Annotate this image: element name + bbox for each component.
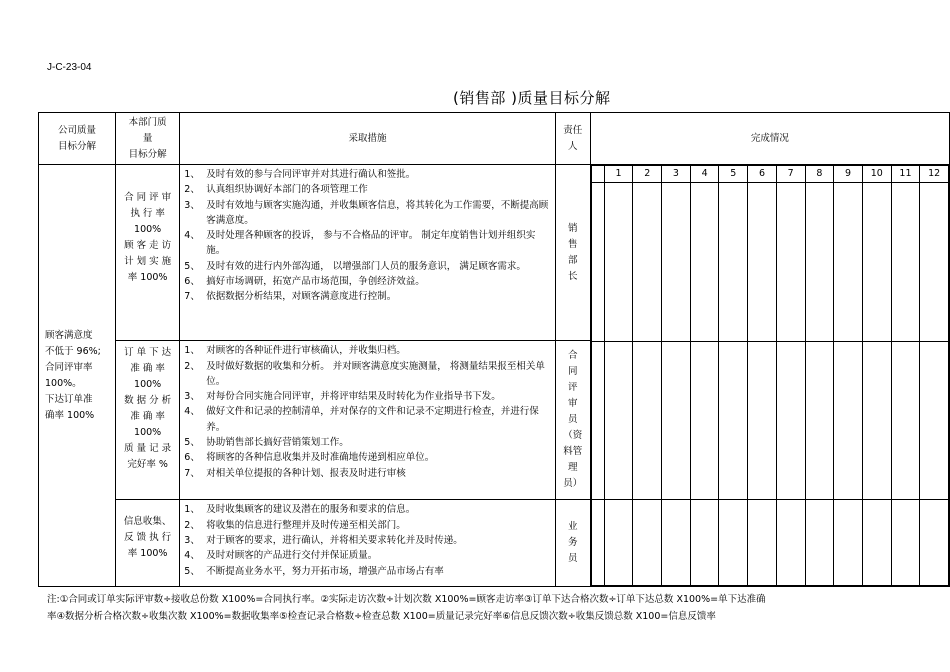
header-dept-goal-line3: 目标分解 bbox=[128, 148, 167, 160]
company-goal-line: 下达订单准 bbox=[45, 393, 93, 405]
completion-cell bbox=[834, 183, 863, 342]
objective-line: 质 量 记 录 bbox=[124, 443, 172, 455]
footnote bbox=[47, 591, 947, 625]
responsible-char: 评 bbox=[567, 382, 578, 394]
completion-month-grid bbox=[591, 165, 949, 586]
responsible-char: 料管 bbox=[563, 446, 583, 458]
measure-number: 3、 bbox=[184, 534, 200, 546]
completion-cell bbox=[891, 183, 920, 342]
objective-line: 执 行 率 bbox=[130, 208, 165, 219]
completion-cell bbox=[776, 183, 805, 342]
header-dept-goal-line1: 本部门质 bbox=[128, 116, 167, 128]
month-cell: 5 bbox=[719, 166, 748, 183]
responsible-char: 长 bbox=[567, 270, 578, 282]
completion-cell bbox=[805, 183, 834, 342]
completion-cell bbox=[776, 500, 805, 586]
measure-item bbox=[184, 548, 550, 563]
measure-text: 及时有效的参与合同评审并对其进行确认和签批。 bbox=[206, 169, 416, 180]
measure-item bbox=[184, 167, 550, 182]
header-responsible-line2: 人 bbox=[567, 140, 578, 152]
measure-text: 及时收集顾客的建议及潜在的服务和要求的信息。 bbox=[206, 504, 416, 516]
measure-text: 对相关单位提报的各种计划、报表及时进行审核 bbox=[206, 467, 406, 479]
completion-cell bbox=[591, 183, 604, 342]
measure-number: 4、 bbox=[184, 406, 200, 418]
measure-number: 6、 bbox=[184, 452, 200, 464]
month-cell: 10 bbox=[862, 166, 891, 183]
measure-number: 5、 bbox=[184, 260, 200, 272]
measure-item bbox=[184, 404, 550, 435]
completion-cell bbox=[690, 342, 719, 500]
completion-cell bbox=[776, 342, 805, 500]
completion-row-3 bbox=[591, 500, 948, 586]
objective-line: 100% bbox=[134, 379, 162, 391]
company-goal-line: 顾客满意度 bbox=[45, 329, 93, 341]
footnote-line-2: 率④数据分析合格次数÷收集次数 X100%=数据收集率⑤检查记录合格数÷检查总数 X100=质量记录完好率⑥信息反馈次数÷收集反馈总数 X100=信息反馈率 bbox=[47, 611, 716, 622]
responsible-char: （资 bbox=[563, 430, 583, 442]
measures-cell-2 bbox=[180, 341, 555, 500]
header-responsible bbox=[555, 113, 590, 165]
responsible-char: 理 bbox=[567, 462, 578, 474]
completion-cell bbox=[862, 500, 891, 586]
completion-cell bbox=[748, 183, 777, 342]
completion-cell bbox=[719, 500, 748, 586]
measure-text: 及时有效的进行内外部沟通， 以增强部门人员的服务意识， 满足顾客需求。 bbox=[206, 260, 526, 272]
responsible-char: 员） bbox=[563, 478, 583, 490]
completion-cell bbox=[604, 183, 633, 342]
completion-cell bbox=[591, 342, 604, 500]
month-spacer bbox=[591, 166, 604, 183]
measure-item bbox=[184, 274, 550, 289]
measures-cell-3 bbox=[180, 500, 555, 587]
measure-text: 将顾客的各种信息收集并及时准确地传递到相应单位。 bbox=[206, 452, 435, 464]
completion-row-1 bbox=[591, 183, 948, 342]
completion-cell bbox=[591, 500, 604, 586]
month-cell: 8 bbox=[805, 166, 834, 183]
objective-line: 100% bbox=[134, 224, 162, 235]
measure-item bbox=[184, 228, 550, 259]
completion-grid-cell bbox=[590, 165, 949, 587]
completion-cell bbox=[719, 342, 748, 500]
measures-cell-1 bbox=[180, 165, 555, 341]
objective-line: 率 100% bbox=[127, 272, 168, 283]
measure-number: 1、 bbox=[184, 345, 200, 357]
measure-number: 7、 bbox=[184, 467, 200, 479]
measure-text: 对每份合同实施合同评审，并将评审结果及时转化为作业指导书下发。 bbox=[206, 391, 501, 403]
completion-cell bbox=[862, 342, 891, 500]
completion-cell bbox=[862, 183, 891, 342]
month-cell: 7 bbox=[776, 166, 805, 183]
dept-goal-cell-3 bbox=[115, 500, 179, 587]
responsible-char: 销 bbox=[567, 222, 578, 234]
completion-cell bbox=[690, 500, 719, 586]
company-goal-cell bbox=[39, 165, 116, 587]
measure-number: 5、 bbox=[184, 565, 200, 577]
measure-number: 3、 bbox=[184, 391, 200, 403]
header-row bbox=[39, 113, 950, 165]
company-goal-line: 100%。 bbox=[45, 377, 82, 389]
responsible-char: 员 bbox=[567, 414, 578, 426]
measure-item bbox=[184, 564, 550, 579]
month-cell: 1 bbox=[604, 166, 633, 183]
measure-number: 6、 bbox=[184, 276, 200, 288]
measure-text: 做好文件和记录的控制清单，并对保存的文件和记录不定期进行检查，并进行保养。 bbox=[206, 406, 539, 433]
dept-goal-cell-2 bbox=[115, 341, 179, 500]
measure-number: 3、 bbox=[184, 199, 200, 211]
completion-cell bbox=[604, 342, 633, 500]
measure-text: 认真组织协调好本部门的各项管理工作 bbox=[206, 184, 368, 196]
measure-text: 依据数据分析结果，对顾客满意度进行控制。 bbox=[206, 291, 397, 303]
responsible-char: 员 bbox=[567, 553, 578, 565]
measure-number: 2、 bbox=[184, 184, 200, 196]
completion-cell bbox=[662, 183, 691, 342]
completion-cell bbox=[604, 500, 633, 586]
measure-text: 搞好市场调研，拓宽产品市场范围，争创经济效益。 bbox=[206, 276, 425, 288]
responsible-char: 务 bbox=[567, 537, 578, 549]
header-dept-goal bbox=[115, 113, 179, 165]
responsible-char: 审 bbox=[567, 398, 578, 410]
measure-text: 对顾客的各种证件进行审核确认，并收集归档。 bbox=[206, 345, 406, 357]
measure-item bbox=[184, 435, 550, 450]
completion-cell bbox=[719, 183, 748, 342]
measure-text: 协助销售部长搞好营销策划工作。 bbox=[206, 437, 349, 449]
header-company-goal bbox=[39, 113, 116, 165]
completion-cell bbox=[633, 183, 662, 342]
measure-item bbox=[184, 289, 550, 304]
header-company-goal-line1: 公司质量 bbox=[57, 124, 96, 136]
footnote-line-1: 注:①合同或订单实际评审数÷接收总份数 X100%=合同执行率。②实际走访次数÷计划次数 X100%=顾客走访率③订单下达合格次数÷订单下达总数 X100%=单下达准确 bbox=[47, 594, 766, 605]
completion-cell bbox=[805, 500, 834, 586]
month-cell: 4 bbox=[690, 166, 719, 183]
measure-text: 将收集的信息进行整理并及时传递至相关部门。 bbox=[206, 519, 406, 531]
company-goal-line: 合同评审率 bbox=[45, 361, 93, 373]
completion-cell bbox=[748, 342, 777, 500]
measure-text: 对于顾客的要求，进行确认，并将相关要求转化并及时传递。 bbox=[206, 534, 463, 546]
month-cell: 2 bbox=[633, 166, 662, 183]
measure-item bbox=[184, 389, 550, 404]
completion-cell bbox=[891, 500, 920, 586]
measure-item bbox=[184, 198, 550, 229]
objective-line: 订 单 下 达 bbox=[124, 347, 172, 359]
completion-cell bbox=[920, 183, 949, 342]
completion-cell bbox=[891, 342, 920, 500]
header-company-goal-line2: 目标分解 bbox=[57, 140, 96, 152]
measure-item bbox=[184, 359, 550, 390]
measure-item bbox=[184, 533, 550, 548]
company-goal-line: 不低于 96%; bbox=[45, 345, 101, 357]
completion-cell bbox=[633, 500, 662, 586]
measure-item bbox=[184, 343, 550, 358]
completion-cell bbox=[662, 500, 691, 586]
measure-text: 及时做好数据的收集和分析。 并对顾客满意度实施测量， 将测量结果报至相关单位。 bbox=[206, 360, 545, 387]
completion-cell bbox=[834, 500, 863, 586]
document-number: J-C-23-04 bbox=[47, 62, 92, 73]
header-completion: 完成情况 bbox=[590, 113, 949, 165]
completion-cell bbox=[920, 500, 949, 586]
completion-cell bbox=[920, 342, 949, 500]
objective-line: 顾 客 走 访 bbox=[124, 240, 172, 251]
measure-text: 不断提高业务水平，努力开拓市场，增强产品市场占有率 bbox=[206, 565, 444, 577]
measure-text: 及时对顾客的产品进行交付并保证质量。 bbox=[206, 550, 378, 562]
objective-line: 100% bbox=[134, 427, 162, 439]
header-dept-goal-line2: 量 bbox=[142, 132, 153, 144]
responsible-char: 同 bbox=[567, 366, 578, 378]
objective-line: 数 据 分 析 bbox=[124, 395, 172, 407]
measure-item bbox=[184, 518, 550, 533]
completion-row-2 bbox=[591, 342, 948, 500]
page-title: (销售部 )质量目标分解 bbox=[453, 89, 611, 107]
responsible-cell-1 bbox=[555, 165, 590, 341]
measure-item bbox=[184, 450, 550, 465]
measure-number: 4、 bbox=[184, 230, 200, 242]
header-measures: 采取措施 bbox=[180, 113, 555, 165]
objective-line: 准 确 率 bbox=[130, 411, 165, 423]
objective-line: 计 划 实 施 bbox=[124, 256, 172, 267]
measure-item bbox=[184, 502, 550, 517]
measure-text: 及时处理各种顾客的投诉， 参与不合格品的评审。 制定年度销售计划并组织实施。 bbox=[206, 230, 536, 257]
month-cell: 11 bbox=[891, 166, 920, 183]
measure-item bbox=[184, 466, 550, 481]
responsible-char: 合 bbox=[567, 350, 578, 362]
measure-text: 及时有效地与顾客实施沟通，并收集顾客信息，将其转化为工作需要，不断提高顾客满意度。 bbox=[206, 199, 549, 226]
month-header-row bbox=[591, 166, 948, 183]
measure-number: 5、 bbox=[184, 437, 200, 449]
measure-number: 7、 bbox=[184, 291, 200, 303]
month-cell: 12 bbox=[920, 166, 949, 183]
objective-line: 率 100% bbox=[127, 548, 168, 560]
responsible-char: 部 bbox=[567, 254, 578, 266]
completion-cell bbox=[633, 342, 662, 500]
measure-number: 4、 bbox=[184, 550, 200, 562]
measure-number: 2、 bbox=[184, 519, 200, 531]
responsible-char: 业 bbox=[567, 521, 578, 533]
objective-line: 合 同 评 审 bbox=[124, 192, 172, 203]
responsible-cell-2 bbox=[555, 341, 590, 500]
month-cell: 9 bbox=[834, 166, 863, 183]
objective-line: 完好率 % bbox=[127, 459, 168, 471]
completion-cell bbox=[805, 342, 834, 500]
completion-cell bbox=[662, 342, 691, 500]
month-cell: 6 bbox=[748, 166, 777, 183]
header-responsible-line1: 责任 bbox=[563, 124, 583, 136]
measure-item bbox=[184, 259, 550, 274]
completion-cell bbox=[748, 500, 777, 586]
company-goal-line: 确率 100% bbox=[45, 409, 95, 421]
measure-number: 1、 bbox=[184, 504, 200, 516]
responsible-cell-3 bbox=[555, 500, 590, 587]
dept-goal-cell-1 bbox=[115, 165, 179, 341]
month-cell: 3 bbox=[662, 166, 691, 183]
objective-line: 反 馈 执 行 bbox=[124, 532, 172, 544]
goal-row-1 bbox=[39, 165, 950, 341]
objective-line: 信息收集、 bbox=[123, 516, 172, 528]
measure-number: 1、 bbox=[184, 169, 200, 180]
measure-item bbox=[184, 182, 550, 197]
responsible-char: 售 bbox=[567, 238, 578, 250]
quality-goal-table bbox=[38, 112, 950, 587]
measure-number: 2、 bbox=[184, 360, 200, 372]
completion-cell bbox=[690, 183, 719, 342]
objective-line: 准 确 率 bbox=[130, 363, 165, 375]
completion-cell bbox=[834, 342, 863, 500]
